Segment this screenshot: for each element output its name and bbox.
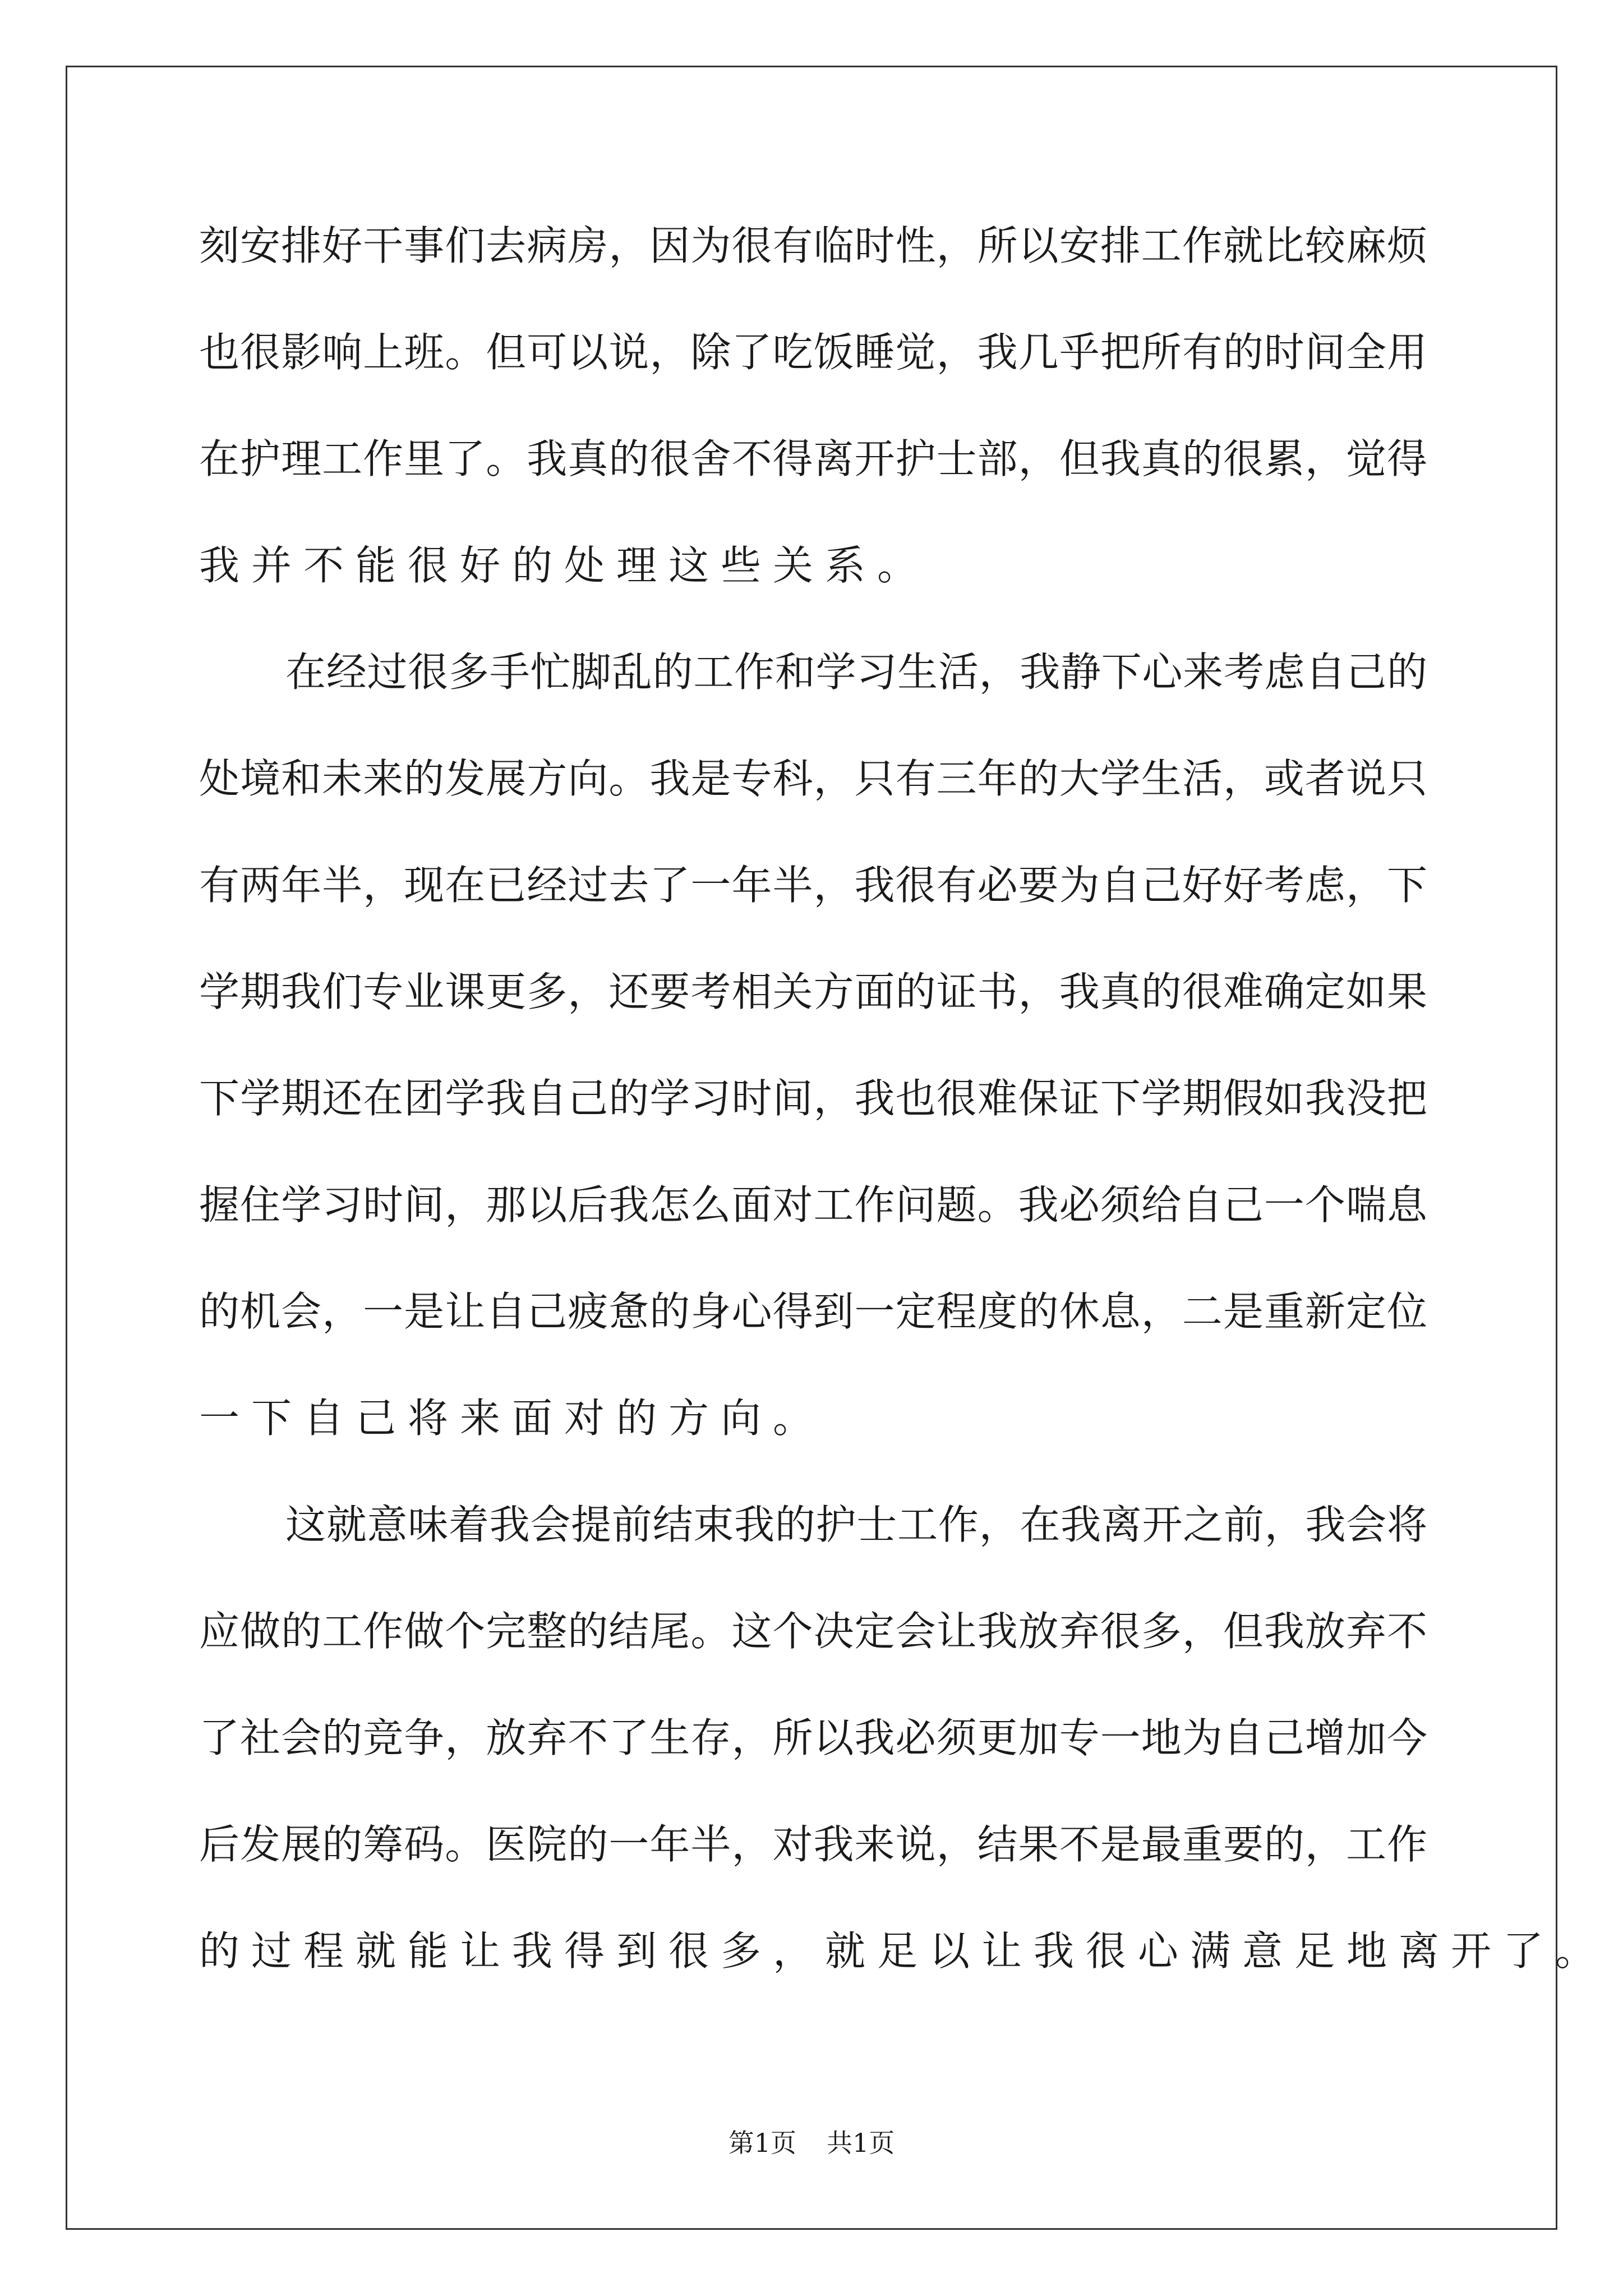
text-line: 后发展的筹码。医院的一年半，对我来说，结果不是最重要的，工作 — [199, 1821, 1427, 1868]
text-line: 学期我们专业课更多，还要考相关方面的证书，我真的很难确定如果 — [199, 968, 1427, 1015]
page-footer — [0, 2126, 1623, 2160]
text-line: 一下自己将来面对的方向。 — [199, 1395, 826, 1442]
text-line: 的机会，一是让自己疲惫的身心得到一定程度的休息，二是重新定位 — [199, 1288, 1427, 1335]
page-number: 第1页 — [728, 2128, 796, 2158]
text-line: 握住学习时间，那以后我怎么面对工作问题。我必须给自己一个喘息 — [199, 1181, 1427, 1228]
page-total: 共1页 — [827, 2128, 895, 2158]
text-line: 我并不能很好的处理这些关系。 — [199, 542, 930, 589]
text-line: 在护理工作里了。我真的很舍不得离开护士部，但我真的很累，觉得 — [199, 435, 1427, 482]
text-line: 这就意味着我会提前结束我的护士工作，在我离开之前，我会将 — [285, 1501, 1427, 1548]
text-line: 的过程就能让我得到很多，就足以让我很心满意足地离开了。 — [199, 1927, 1608, 1975]
text-line: 了社会的竞争，放弃不了生存，所以我必须更加专一地为自己增加今 — [199, 1714, 1427, 1761]
text-line: 应做的工作做个完整的结尾。这个决定会让我放弃很多，但我放弃不 — [199, 1608, 1427, 1655]
text-line: 也很影响上班。但可以说，除了吃饭睡觉，我几乎把所有的时间全用 — [199, 329, 1427, 376]
text-line: 在经过很多手忙脚乱的工作和学习生活，我静下心来考虑自己的 — [285, 648, 1427, 696]
document-body — [199, 192, 1608, 2004]
text-line: 下学期还在团学我自己的学习时间，我也很难保证下学期假如我没把 — [199, 1075, 1427, 1122]
text-line: 刻安排好干事们去病房，因为很有临时性，所以安排工作就比较麻烦 — [199, 222, 1427, 269]
text-line: 处境和未来的发展方向。我是专科，只有三年的大学生活，或者说只 — [199, 755, 1427, 802]
text-line: 有两年半，现在已经过去了一年半，我很有必要为自己好好考虑，下 — [199, 862, 1427, 909]
